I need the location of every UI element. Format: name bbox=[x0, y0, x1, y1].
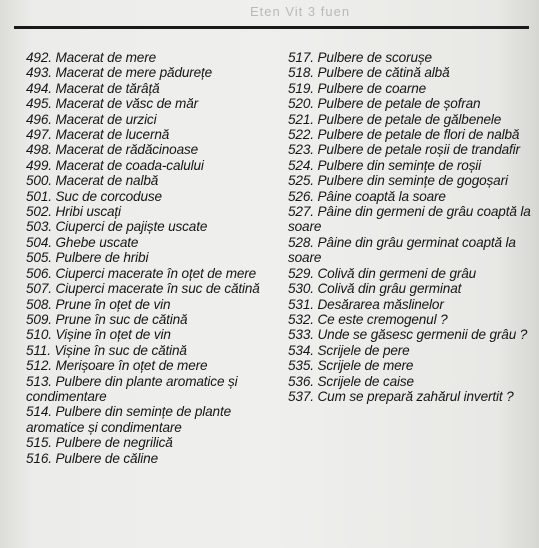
entry-number: 499. bbox=[26, 157, 52, 173]
entry-number: 524. bbox=[288, 157, 314, 173]
toc-entry bbox=[26, 250, 274, 265]
entry-title: Pâine coaptă la soare bbox=[317, 188, 446, 204]
entry-number: 504. bbox=[26, 234, 52, 250]
entry-title: Macerat de mere bbox=[55, 50, 156, 65]
entry-title: Pâine din germeni de grâu coaptă la soare bbox=[288, 204, 531, 235]
toc-entry bbox=[288, 281, 532, 296]
entry-number: 518. bbox=[288, 65, 314, 81]
entry-title: Pulbere de negrilică bbox=[55, 435, 173, 451]
header-rule bbox=[14, 26, 529, 29]
entry-number: 515. bbox=[26, 435, 52, 451]
entry-title: Pulbere din semințe de plante aromatice și condimentare bbox=[26, 404, 232, 435]
entry-title: Scrijele de mere bbox=[317, 358, 414, 374]
entry-title: Colivă din grâu germinat bbox=[317, 281, 462, 297]
toc-entry bbox=[288, 189, 532, 204]
toc-entry bbox=[26, 219, 274, 234]
toc-entry bbox=[26, 404, 274, 435]
toc-entry bbox=[26, 312, 274, 327]
toc-entry bbox=[26, 65, 274, 80]
entry-title: Ciuperci macerate în oțet de mere bbox=[55, 265, 257, 281]
entry-number: 509. bbox=[26, 311, 52, 327]
toc-entry bbox=[26, 204, 274, 219]
entry-title: Macerat de urzici bbox=[55, 111, 157, 127]
entry-title: Pulbere din plante aromatice și condimentare bbox=[26, 373, 238, 404]
entry-number: 503. bbox=[26, 219, 52, 235]
entry-title: Pâine din grâu germinat coaptă la soare bbox=[288, 234, 516, 266]
entry-number: 493. bbox=[26, 65, 52, 81]
toc-entry bbox=[288, 127, 532, 142]
entry-title: Merișoare în oțet de mere bbox=[55, 358, 208, 374]
entry-title: Suc de corcoduse bbox=[55, 188, 162, 204]
toc-entry bbox=[288, 65, 532, 80]
toc-entry bbox=[26, 435, 274, 450]
toc-entry bbox=[288, 142, 532, 157]
entry-number: 517. bbox=[288, 50, 314, 65]
toc-entry bbox=[26, 96, 274, 111]
entry-number: 525. bbox=[288, 173, 314, 189]
toc-entry bbox=[288, 343, 532, 358]
entry-number: 496. bbox=[26, 111, 52, 127]
entry-title: Pulbere de petale roșii de trandafir bbox=[317, 142, 520, 158]
entry-title: Ciuperci de pajiște uscate bbox=[55, 219, 208, 235]
toc-entry bbox=[26, 281, 274, 296]
entry-number: 498. bbox=[26, 142, 52, 158]
entry-number: 528. bbox=[288, 234, 314, 250]
toc-entry bbox=[288, 158, 532, 173]
entry-number: 492. bbox=[26, 50, 52, 65]
entry-title: Unde se găsesc germenii de grâu ? bbox=[317, 327, 528, 343]
entry-number: 523. bbox=[288, 142, 314, 158]
entry-number: 506. bbox=[26, 265, 52, 281]
toc-entry bbox=[288, 389, 532, 404]
entry-title: Scrijele de caise bbox=[317, 373, 414, 389]
entry-number: 533. bbox=[288, 327, 314, 343]
toc-entry bbox=[288, 312, 532, 327]
entry-number: 530. bbox=[288, 281, 314, 297]
entry-number: 531. bbox=[288, 296, 314, 312]
entry-number: 520. bbox=[288, 96, 314, 112]
toc-entry bbox=[26, 266, 274, 281]
toc-entry bbox=[26, 297, 274, 312]
entry-number: 534. bbox=[288, 342, 314, 358]
entry-title: Prune în oțet de vin bbox=[55, 296, 171, 312]
toc-entry bbox=[288, 374, 532, 389]
entry-title: Vișine în oțet de vin bbox=[55, 327, 171, 343]
entry-title: Macerat de nalbă bbox=[55, 173, 159, 189]
toc-entry bbox=[288, 327, 532, 342]
entry-number: 521. bbox=[288, 111, 314, 127]
toc-entry bbox=[26, 81, 274, 96]
entry-number: 527. bbox=[288, 204, 314, 220]
toc-entry bbox=[26, 173, 274, 188]
toc-entry bbox=[26, 358, 274, 373]
toc-entry bbox=[288, 235, 532, 266]
toc-entry bbox=[26, 327, 274, 342]
entry-number: 507. bbox=[26, 281, 52, 297]
left-column bbox=[26, 50, 274, 466]
toc-entry bbox=[26, 189, 274, 204]
entry-title: Macerat de coada-calului bbox=[55, 157, 204, 173]
entry-number: 511. bbox=[26, 342, 51, 358]
entry-title: Pulbere de petale de gălbenele bbox=[317, 111, 502, 127]
toc-entry bbox=[26, 235, 274, 250]
toc-entry bbox=[26, 142, 274, 157]
toc-entry bbox=[288, 50, 532, 65]
entry-number: 532. bbox=[288, 311, 314, 327]
entry-number: 529. bbox=[288, 265, 314, 281]
entry-title: Prune în suc de cătină bbox=[55, 311, 188, 327]
entry-title: Pulbere de căline bbox=[55, 450, 158, 466]
entry-title: Desărarea măslinelor bbox=[317, 296, 444, 312]
entry-number: 505. bbox=[26, 250, 52, 266]
entry-number: 537. bbox=[288, 388, 314, 404]
entry-number: 514. bbox=[26, 404, 52, 420]
entry-title: Colivă din germeni de grâu bbox=[317, 265, 477, 281]
entry-title: Ghebe uscate bbox=[55, 234, 139, 250]
entry-number: 497. bbox=[26, 127, 52, 143]
right-column bbox=[288, 50, 532, 404]
toc-entry bbox=[288, 81, 532, 96]
entry-title: Macerat de văsc de măr bbox=[55, 96, 199, 112]
entry-number: 508. bbox=[26, 296, 52, 312]
toc-entry bbox=[288, 96, 532, 111]
entry-number: 512. bbox=[26, 358, 52, 374]
entry-number: 526. bbox=[288, 188, 314, 204]
entry-number: 536. bbox=[288, 373, 314, 389]
entry-title: Pulbere din semințe de gogoșari bbox=[317, 173, 508, 189]
entry-number: 516. bbox=[26, 450, 52, 466]
entry-title: Pulbere de petale de flori de nalbă bbox=[317, 127, 520, 143]
entry-title: Scrijele de pere bbox=[317, 342, 410, 358]
toc-entry bbox=[26, 158, 274, 173]
entry-title: Macerat de mere pădurețe bbox=[55, 65, 213, 81]
entry-title: Ce este cremogenul ? bbox=[317, 311, 448, 327]
toc-entry bbox=[288, 112, 532, 127]
entry-number: 535. bbox=[288, 358, 314, 374]
entry-title: Vișine în suc de cătină bbox=[54, 342, 187, 358]
entry-number: 502. bbox=[26, 204, 52, 220]
entry-title: Pulbere din semințe de roșii bbox=[317, 157, 482, 173]
entry-number: 522. bbox=[288, 127, 314, 143]
entry-title: Pulbere de hribi bbox=[55, 250, 149, 266]
toc-entry bbox=[288, 297, 532, 312]
entry-number: 510. bbox=[26, 327, 52, 343]
toc-entry bbox=[26, 343, 274, 358]
entry-title: Pulbere de cătină albă bbox=[317, 65, 450, 81]
entry-number: 494. bbox=[26, 80, 52, 96]
entry-title: Pulbere de coarne bbox=[317, 80, 427, 96]
entry-title: Macerat de rădăcinoase bbox=[55, 142, 199, 158]
entry-title: Macerat de tărâță bbox=[55, 80, 160, 96]
entry-number: 495. bbox=[26, 96, 52, 112]
toc-entry bbox=[26, 112, 274, 127]
entry-title: Pulbere de petale de șofran bbox=[317, 96, 481, 112]
bleed-through-header: Eten Vit 3 fuen bbox=[250, 4, 351, 19]
toc-entry bbox=[26, 374, 274, 405]
toc-entry bbox=[288, 358, 532, 373]
entry-number: 519. bbox=[288, 80, 314, 96]
toc-entry bbox=[288, 266, 532, 281]
toc-entry bbox=[288, 173, 532, 188]
toc-entry bbox=[26, 50, 274, 65]
entry-title: Cum se prepară zahărul invertit ? bbox=[317, 388, 514, 404]
entry-number: 500. bbox=[26, 173, 52, 189]
toc-entry bbox=[288, 204, 532, 235]
entry-title: Macerat de lucernă bbox=[55, 127, 170, 143]
entry-number: 501. bbox=[26, 188, 52, 204]
entry-title: Ciuperci macerate în suc de cătină bbox=[55, 281, 260, 297]
toc-entry bbox=[26, 451, 274, 466]
toc-entry bbox=[26, 127, 274, 142]
entry-title: Pulbere de scorușe bbox=[317, 50, 432, 65]
entry-title: Hribi uscați bbox=[55, 204, 121, 220]
entry-number: 513. bbox=[26, 373, 52, 389]
